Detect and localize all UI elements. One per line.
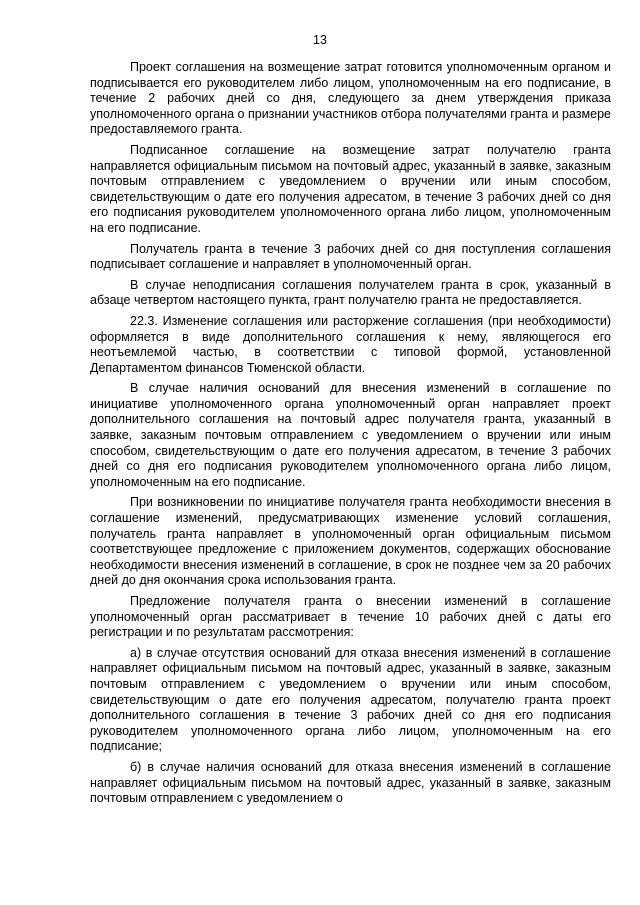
paragraph-6: В случае наличия оснований для внесения изменений в соглашение по инициативе уполномоченного органа уполномоченный орган направляет проект дополнительного соглашения на почтовый адрес получателя гранта, указанный в заявке, заказным почтовым отправлением с уведомлением о вручении или иным способом, свидетельствующим о дате его получения адресатом, в течение 3 рабочих дней со дня его подписания руководителем уполномоченного органа либо лицом, уполномоченным на его подписание. <box>90 381 611 489</box>
paragraph-1: Проект соглашения на возмещение затрат готовится уполномоченным органом и подписывается его руководителем либо лицом, уполномоченным на его подписание, в течение 2 рабочих дней со дня, следующего за днем утверждения приказа уполномоченного органа о признании участников отбора получателями гранта и размере предоставляемого гранта. <box>90 60 611 137</box>
paragraph-10: б) в случае наличия оснований для отказа внесения изменений в соглашение направляет официальным письмом на почтовый адрес, указанный в заявке, заказным почтовым отправлением с уведомлением о <box>90 759 611 806</box>
paragraph-7: При возникновении по инициативе получателя гранта необходимости внесения в соглашение изменений, предусматривающих изменение условий соглашения, получатель гранта направляет в уполномоченный орган официальным письмом соответствующее предложение с приложением документов, содержащих обоснование необходимости внесения изменений в соглашение, в срок не позднее чем за 20 рабочих дней до дня окончания срока использования гранта. <box>90 495 611 588</box>
paragraph-3: Получатель гранта в течение 3 рабочих дней со дня поступления соглашения подписывает соглашение и направляет в уполномоченный орган. <box>90 241 611 272</box>
paragraph-5: 22.3. Изменение соглашения или расторжение соглашения (при необходимости) оформляется в виде дополнительного соглашения к нему, являющегося его неотъемлемой частью, в соответствии с типовой формой, установленной Департаментом финансов Тюменской области. <box>90 313 611 375</box>
document-body <box>90 60 611 812</box>
paragraph-8: Предложение получателя гранта о внесении изменений в соглашение уполномоченный орган рассматривает в течение 10 рабочих дней с даты его регистрации и по результатам рассмотрения: <box>90 594 611 640</box>
paragraph-9: а) в случае отсутствия оснований для отказа внесения изменений в соглашение направляет официальным письмом на почтовый адрес, указанный в заявке, заказным почтовым отправлением с уведомлением о вручении или иным способом, свидетельствующим о дате его получения адресатом, получателю гранта проект дополнительного соглашения в течение 3 рабочих дней со дня его подписания руководителем уполномоченного органа либо лицом, уполномоченным на его подписание; <box>90 645 611 754</box>
paragraph-2: Подписанное соглашение на возмещение затрат получателю гранта направляется официальным письмом на почтовый адрес, указанный в заявке, заказным почтовым отправлением с уведомлением о вручении или иным способом, свидетельствующим о дате его получения адресатом, в течение 3 рабочих дней со дня его подписания руководителем уполномоченного органа либо лицом, уполномоченным на его подписание. <box>90 142 611 235</box>
page-number: 13 <box>313 33 327 47</box>
paragraph-4: В случае неподписания соглашения получателем гранта в срок, указанный в абзаце четвертом настоящего пункта, грант получателю гранта не предоставляется. <box>90 277 611 308</box>
